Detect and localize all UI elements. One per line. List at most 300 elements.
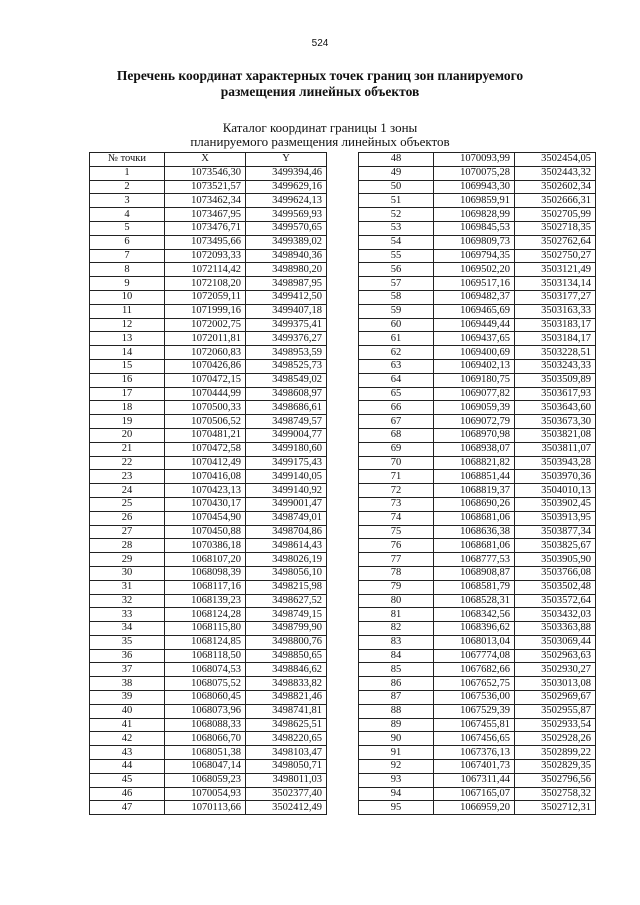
x-coordinate-cell: 1068821,82 bbox=[434, 456, 515, 470]
y-coordinate-cell: 3498800,76 bbox=[246, 635, 327, 649]
x-coordinate-cell: 1068139,23 bbox=[165, 594, 246, 608]
y-coordinate-cell: 3498846,62 bbox=[246, 663, 327, 677]
x-coordinate-cell: 1070450,88 bbox=[165, 525, 246, 539]
point-number-cell: 2 bbox=[90, 180, 165, 194]
point-number-cell: 54 bbox=[359, 235, 434, 249]
x-coordinate-cell: 1068581,79 bbox=[434, 580, 515, 594]
point-number-cell: 80 bbox=[359, 594, 434, 608]
y-coordinate-cell: 3498704,86 bbox=[246, 525, 327, 539]
table-row bbox=[90, 484, 327, 498]
point-number-cell: 74 bbox=[359, 511, 434, 525]
x-coordinate-cell: 1073521,57 bbox=[165, 180, 246, 194]
point-number-cell: 1 bbox=[90, 166, 165, 180]
x-coordinate-cell: 1069502,20 bbox=[434, 263, 515, 277]
x-coordinate-cell: 1067682,66 bbox=[434, 663, 515, 677]
x-coordinate-cell: 1068059,23 bbox=[165, 773, 246, 787]
y-coordinate-cell: 3502602,34 bbox=[515, 180, 596, 194]
coordinates-table-right bbox=[358, 152, 596, 815]
y-coordinate-cell: 3498549,02 bbox=[246, 373, 327, 387]
point-number-cell: 7 bbox=[90, 249, 165, 263]
x-coordinate-cell: 1069465,69 bbox=[434, 304, 515, 318]
point-number-cell: 34 bbox=[90, 622, 165, 636]
point-number-cell: 28 bbox=[90, 539, 165, 553]
x-coordinate-cell: 1069482,37 bbox=[434, 290, 515, 304]
y-coordinate-cell: 3498980,20 bbox=[246, 263, 327, 277]
table-row bbox=[359, 801, 596, 815]
y-coordinate-cell: 3503821,08 bbox=[515, 428, 596, 442]
x-coordinate-cell: 1068013,04 bbox=[434, 635, 515, 649]
table-row bbox=[359, 194, 596, 208]
table-row bbox=[359, 539, 596, 553]
point-number-cell: 86 bbox=[359, 677, 434, 691]
table-row bbox=[90, 704, 327, 718]
x-coordinate-cell: 1067529,39 bbox=[434, 704, 515, 718]
point-number-cell: 95 bbox=[359, 801, 434, 815]
y-coordinate-cell: 3504010,13 bbox=[515, 484, 596, 498]
table-row bbox=[90, 525, 327, 539]
table-row bbox=[359, 332, 596, 346]
table-row bbox=[90, 718, 327, 732]
table-row bbox=[90, 456, 327, 470]
x-coordinate-cell: 1068636,38 bbox=[434, 525, 515, 539]
x-coordinate-cell: 1070054,93 bbox=[165, 787, 246, 801]
table-row bbox=[359, 277, 596, 291]
table-row bbox=[90, 732, 327, 746]
y-coordinate-cell: 3499004,77 bbox=[246, 428, 327, 442]
y-coordinate-cell: 3503825,67 bbox=[515, 539, 596, 553]
table-row bbox=[359, 484, 596, 498]
x-coordinate-cell: 1067401,73 bbox=[434, 760, 515, 774]
y-coordinate-cell: 3503502,48 bbox=[515, 580, 596, 594]
x-coordinate-cell: 1070075,28 bbox=[434, 166, 515, 180]
table-row bbox=[90, 566, 327, 580]
table-row bbox=[359, 746, 596, 760]
point-number-cell: 43 bbox=[90, 746, 165, 760]
x-coordinate-cell: 1069859,91 bbox=[434, 194, 515, 208]
column-header-x: X bbox=[165, 153, 246, 167]
table-row bbox=[90, 442, 327, 456]
table-row bbox=[90, 470, 327, 484]
point-number-cell: 21 bbox=[90, 442, 165, 456]
x-coordinate-cell: 1069828,99 bbox=[434, 208, 515, 222]
table-row bbox=[90, 608, 327, 622]
table-row bbox=[90, 166, 327, 180]
x-coordinate-cell: 1070481,21 bbox=[165, 428, 246, 442]
point-number-cell: 16 bbox=[90, 373, 165, 387]
x-coordinate-cell: 1070472,58 bbox=[165, 442, 246, 456]
point-number-cell: 82 bbox=[359, 622, 434, 636]
table-row bbox=[90, 594, 327, 608]
y-coordinate-cell: 3503902,45 bbox=[515, 497, 596, 511]
x-coordinate-cell: 1067311,44 bbox=[434, 773, 515, 787]
point-number-cell: 33 bbox=[90, 608, 165, 622]
y-coordinate-cell: 3503069,44 bbox=[515, 635, 596, 649]
point-number-cell: 35 bbox=[90, 635, 165, 649]
x-coordinate-cell: 1066959,20 bbox=[434, 801, 515, 815]
page-number: 524 bbox=[311, 38, 329, 49]
x-coordinate-cell: 1068681,06 bbox=[434, 511, 515, 525]
y-coordinate-cell: 3499570,65 bbox=[246, 221, 327, 235]
y-coordinate-cell: 3498686,61 bbox=[246, 401, 327, 415]
point-number-cell: 39 bbox=[90, 691, 165, 705]
point-number-cell: 76 bbox=[359, 539, 434, 553]
point-number-cell: 78 bbox=[359, 566, 434, 580]
point-number-cell: 10 bbox=[90, 290, 165, 304]
y-coordinate-cell: 3498953,59 bbox=[246, 346, 327, 360]
point-number-cell: 47 bbox=[90, 801, 165, 815]
y-coordinate-cell: 3503509,89 bbox=[515, 373, 596, 387]
x-coordinate-cell: 1070426,86 bbox=[165, 359, 246, 373]
y-coordinate-cell: 3502718,35 bbox=[515, 221, 596, 235]
table-header-row bbox=[90, 153, 327, 167]
x-coordinate-cell: 1068690,26 bbox=[434, 497, 515, 511]
y-coordinate-cell: 3498215,98 bbox=[246, 580, 327, 594]
table-row bbox=[359, 594, 596, 608]
y-coordinate-cell: 3502758,32 bbox=[515, 787, 596, 801]
table-row bbox=[90, 180, 327, 194]
table-row bbox=[90, 746, 327, 760]
x-coordinate-cell: 1073495,66 bbox=[165, 235, 246, 249]
y-coordinate-cell: 3503363,88 bbox=[515, 622, 596, 636]
x-coordinate-cell: 1072114,42 bbox=[165, 263, 246, 277]
table-row bbox=[359, 166, 596, 180]
x-coordinate-cell: 1073462,34 bbox=[165, 194, 246, 208]
x-coordinate-cell: 1069402,13 bbox=[434, 359, 515, 373]
point-number-cell: 73 bbox=[359, 497, 434, 511]
x-coordinate-cell: 1068074,53 bbox=[165, 663, 246, 677]
x-coordinate-cell: 1070472,15 bbox=[165, 373, 246, 387]
y-coordinate-cell: 3499407,18 bbox=[246, 304, 327, 318]
y-coordinate-cell: 3503243,33 bbox=[515, 359, 596, 373]
y-coordinate-cell: 3498026,19 bbox=[246, 553, 327, 567]
table-row bbox=[90, 290, 327, 304]
x-coordinate-cell: 1069943,30 bbox=[434, 180, 515, 194]
y-coordinate-cell: 3502930,27 bbox=[515, 663, 596, 677]
table-row bbox=[90, 773, 327, 787]
point-number-cell: 5 bbox=[90, 221, 165, 235]
point-number-cell: 19 bbox=[90, 415, 165, 429]
point-number-cell: 18 bbox=[90, 401, 165, 415]
point-number-cell: 62 bbox=[359, 346, 434, 360]
x-coordinate-cell: 1067536,00 bbox=[434, 691, 515, 705]
point-number-cell: 4 bbox=[90, 208, 165, 222]
point-number-cell: 40 bbox=[90, 704, 165, 718]
y-coordinate-cell: 3499389,02 bbox=[246, 235, 327, 249]
y-coordinate-cell: 3499629,16 bbox=[246, 180, 327, 194]
x-coordinate-cell: 1069072,79 bbox=[434, 415, 515, 429]
x-coordinate-cell: 1068098,39 bbox=[165, 566, 246, 580]
table-row bbox=[90, 208, 327, 222]
x-coordinate-cell: 1068681,06 bbox=[434, 539, 515, 553]
table-row bbox=[359, 718, 596, 732]
x-coordinate-cell: 1068851,44 bbox=[434, 470, 515, 484]
point-number-cell: 84 bbox=[359, 649, 434, 663]
x-coordinate-cell: 1068777,53 bbox=[434, 553, 515, 567]
y-coordinate-cell: 3503811,07 bbox=[515, 442, 596, 456]
y-coordinate-cell: 3502712,31 bbox=[515, 801, 596, 815]
table-row bbox=[90, 221, 327, 235]
table-row bbox=[90, 359, 327, 373]
y-coordinate-cell: 3498749,57 bbox=[246, 415, 327, 429]
point-number-cell: 29 bbox=[90, 553, 165, 567]
x-coordinate-cell: 1068066,70 bbox=[165, 732, 246, 746]
y-coordinate-cell: 3498741,81 bbox=[246, 704, 327, 718]
y-coordinate-cell: 3503134,14 bbox=[515, 277, 596, 291]
y-coordinate-cell: 3502377,40 bbox=[246, 787, 327, 801]
table-row bbox=[359, 553, 596, 567]
y-coordinate-cell: 3502796,56 bbox=[515, 773, 596, 787]
point-number-cell: 41 bbox=[90, 718, 165, 732]
y-coordinate-cell: 3498011,03 bbox=[246, 773, 327, 787]
x-coordinate-cell: 1072093,33 bbox=[165, 249, 246, 263]
x-coordinate-cell: 1070386,18 bbox=[165, 539, 246, 553]
x-coordinate-cell: 1070423,13 bbox=[165, 484, 246, 498]
point-number-cell: 89 bbox=[359, 718, 434, 732]
table-row bbox=[359, 346, 596, 360]
table-row bbox=[359, 442, 596, 456]
x-coordinate-cell: 1069077,82 bbox=[434, 387, 515, 401]
table-row bbox=[90, 649, 327, 663]
x-coordinate-cell: 1072002,75 bbox=[165, 318, 246, 332]
table-row bbox=[359, 691, 596, 705]
table-row bbox=[359, 373, 596, 387]
x-coordinate-cell: 1072059,11 bbox=[165, 290, 246, 304]
point-number-cell: 25 bbox=[90, 497, 165, 511]
table-row bbox=[90, 580, 327, 594]
point-number-cell: 91 bbox=[359, 746, 434, 760]
x-coordinate-cell: 1069449,44 bbox=[434, 318, 515, 332]
x-coordinate-cell: 1068124,28 bbox=[165, 608, 246, 622]
point-number-cell: 42 bbox=[90, 732, 165, 746]
y-coordinate-cell: 3498625,51 bbox=[246, 718, 327, 732]
x-coordinate-cell: 1070416,08 bbox=[165, 470, 246, 484]
y-coordinate-cell: 3498799,90 bbox=[246, 622, 327, 636]
point-number-cell: 44 bbox=[90, 760, 165, 774]
x-coordinate-cell: 1070500,33 bbox=[165, 401, 246, 415]
point-number-cell: 22 bbox=[90, 456, 165, 470]
point-number-cell: 64 bbox=[359, 373, 434, 387]
y-coordinate-cell: 3498749,15 bbox=[246, 608, 327, 622]
table-row bbox=[359, 456, 596, 470]
table-row bbox=[90, 622, 327, 636]
y-coordinate-cell: 3503572,64 bbox=[515, 594, 596, 608]
y-coordinate-cell: 3499394,46 bbox=[246, 166, 327, 180]
point-number-cell: 59 bbox=[359, 304, 434, 318]
point-number-cell: 24 bbox=[90, 484, 165, 498]
x-coordinate-cell: 1068073,96 bbox=[165, 704, 246, 718]
y-coordinate-cell: 3503943,28 bbox=[515, 456, 596, 470]
x-coordinate-cell: 1068819,37 bbox=[434, 484, 515, 498]
y-coordinate-cell: 3499375,41 bbox=[246, 318, 327, 332]
y-coordinate-cell: 3502750,27 bbox=[515, 249, 596, 263]
point-number-cell: 6 bbox=[90, 235, 165, 249]
point-number-cell: 53 bbox=[359, 221, 434, 235]
table-row bbox=[359, 249, 596, 263]
table-row bbox=[359, 622, 596, 636]
table-row bbox=[359, 263, 596, 277]
table-row bbox=[359, 415, 596, 429]
x-coordinate-cell: 1068118,50 bbox=[165, 649, 246, 663]
table-row bbox=[359, 387, 596, 401]
table-row bbox=[90, 677, 327, 691]
point-number-cell: 57 bbox=[359, 277, 434, 291]
x-coordinate-cell: 1068396,62 bbox=[434, 622, 515, 636]
point-number-cell: 17 bbox=[90, 387, 165, 401]
table-row bbox=[90, 635, 327, 649]
table-row bbox=[90, 801, 327, 815]
point-number-cell: 75 bbox=[359, 525, 434, 539]
table-row bbox=[359, 704, 596, 718]
table-row bbox=[359, 760, 596, 774]
y-coordinate-cell: 3503013,08 bbox=[515, 677, 596, 691]
x-coordinate-cell: 1073467,95 bbox=[165, 208, 246, 222]
column-header-point: № точки bbox=[90, 153, 165, 167]
point-number-cell: 36 bbox=[90, 649, 165, 663]
point-number-cell: 20 bbox=[90, 428, 165, 442]
y-coordinate-cell: 3502762,64 bbox=[515, 235, 596, 249]
x-coordinate-cell: 1071999,16 bbox=[165, 304, 246, 318]
x-coordinate-cell: 1067165,07 bbox=[434, 787, 515, 801]
table-row bbox=[359, 428, 596, 442]
point-number-cell: 49 bbox=[359, 166, 434, 180]
table-row bbox=[359, 787, 596, 801]
column-header-y: Y bbox=[246, 153, 327, 167]
table-row bbox=[359, 304, 596, 318]
table-row bbox=[359, 677, 596, 691]
y-coordinate-cell: 3499412,50 bbox=[246, 290, 327, 304]
table-row bbox=[359, 359, 596, 373]
x-coordinate-cell: 1068047,14 bbox=[165, 760, 246, 774]
point-number-cell: 81 bbox=[359, 608, 434, 622]
x-coordinate-cell: 1067774,08 bbox=[434, 649, 515, 663]
table-row bbox=[90, 249, 327, 263]
x-coordinate-cell: 1067652,75 bbox=[434, 677, 515, 691]
x-coordinate-cell: 1070454,90 bbox=[165, 511, 246, 525]
y-coordinate-cell: 3503121,49 bbox=[515, 263, 596, 277]
y-coordinate-cell: 3503673,30 bbox=[515, 415, 596, 429]
y-coordinate-cell: 3498749,01 bbox=[246, 511, 327, 525]
x-coordinate-cell: 1068051,38 bbox=[165, 746, 246, 760]
x-coordinate-cell: 1070506,52 bbox=[165, 415, 246, 429]
y-coordinate-cell: 3498940,36 bbox=[246, 249, 327, 263]
point-number-cell: 26 bbox=[90, 511, 165, 525]
x-coordinate-cell: 1069809,73 bbox=[434, 235, 515, 249]
table-row bbox=[359, 401, 596, 415]
catalog-title-line-1: Каталог координат границы 1 зоны bbox=[222, 120, 418, 135]
point-number-cell: 69 bbox=[359, 442, 434, 456]
y-coordinate-cell: 3499180,60 bbox=[246, 442, 327, 456]
y-coordinate-cell: 3498627,52 bbox=[246, 594, 327, 608]
table-row bbox=[359, 318, 596, 332]
x-coordinate-cell: 1072108,20 bbox=[165, 277, 246, 291]
point-number-cell: 45 bbox=[90, 773, 165, 787]
y-coordinate-cell: 3502969,67 bbox=[515, 691, 596, 705]
y-coordinate-cell: 3498987,95 bbox=[246, 277, 327, 291]
table-row bbox=[90, 428, 327, 442]
point-number-cell: 68 bbox=[359, 428, 434, 442]
table-row bbox=[90, 318, 327, 332]
y-coordinate-cell: 3503228,51 bbox=[515, 346, 596, 360]
table-row bbox=[359, 290, 596, 304]
point-number-cell: 85 bbox=[359, 663, 434, 677]
y-coordinate-cell: 3502829,35 bbox=[515, 760, 596, 774]
y-coordinate-cell: 3503643,60 bbox=[515, 401, 596, 415]
y-coordinate-cell: 3503905,90 bbox=[515, 553, 596, 567]
table-row bbox=[90, 332, 327, 346]
point-number-cell: 70 bbox=[359, 456, 434, 470]
table-row bbox=[90, 277, 327, 291]
point-number-cell: 14 bbox=[90, 346, 165, 360]
y-coordinate-cell: 3498821,46 bbox=[246, 691, 327, 705]
x-coordinate-cell: 1069845,53 bbox=[434, 221, 515, 235]
x-coordinate-cell: 1068938,07 bbox=[434, 442, 515, 456]
point-number-cell: 46 bbox=[90, 787, 165, 801]
y-coordinate-cell: 3502443,32 bbox=[515, 166, 596, 180]
table-row bbox=[90, 235, 327, 249]
point-number-cell: 52 bbox=[359, 208, 434, 222]
point-number-cell: 50 bbox=[359, 180, 434, 194]
y-coordinate-cell: 3498608,97 bbox=[246, 387, 327, 401]
point-number-cell: 92 bbox=[359, 760, 434, 774]
table-row bbox=[359, 608, 596, 622]
y-coordinate-cell: 3503766,08 bbox=[515, 566, 596, 580]
x-coordinate-cell: 1072060,83 bbox=[165, 346, 246, 360]
point-number-cell: 11 bbox=[90, 304, 165, 318]
coordinates-table-left bbox=[89, 152, 327, 815]
table-row bbox=[359, 525, 596, 539]
table-row bbox=[90, 346, 327, 360]
x-coordinate-cell: 1068970,98 bbox=[434, 428, 515, 442]
point-number-cell: 61 bbox=[359, 332, 434, 346]
y-coordinate-cell: 3503183,17 bbox=[515, 318, 596, 332]
x-coordinate-cell: 1067455,81 bbox=[434, 718, 515, 732]
y-coordinate-cell: 3499175,43 bbox=[246, 456, 327, 470]
x-coordinate-cell: 1070412,49 bbox=[165, 456, 246, 470]
table-row bbox=[359, 732, 596, 746]
table-row bbox=[359, 221, 596, 235]
x-coordinate-cell: 1069180,75 bbox=[434, 373, 515, 387]
y-coordinate-cell: 3503177,27 bbox=[515, 290, 596, 304]
y-coordinate-cell: 3502899,22 bbox=[515, 746, 596, 760]
point-number-cell: 13 bbox=[90, 332, 165, 346]
table-row bbox=[90, 263, 327, 277]
table-row bbox=[90, 787, 327, 801]
x-coordinate-cell: 1068908,87 bbox=[434, 566, 515, 580]
x-coordinate-cell: 1070093,99 bbox=[434, 153, 515, 167]
y-coordinate-cell: 3503913,95 bbox=[515, 511, 596, 525]
table-row bbox=[90, 415, 327, 429]
catalog-title bbox=[150, 121, 490, 149]
table-row bbox=[359, 566, 596, 580]
table-row bbox=[90, 539, 327, 553]
table-row bbox=[359, 470, 596, 484]
x-coordinate-cell: 1067376,13 bbox=[434, 746, 515, 760]
point-number-cell: 94 bbox=[359, 787, 434, 801]
table-row bbox=[359, 663, 596, 677]
y-coordinate-cell: 3503184,17 bbox=[515, 332, 596, 346]
y-coordinate-cell: 3503970,36 bbox=[515, 470, 596, 484]
table-row bbox=[90, 663, 327, 677]
y-coordinate-cell: 3499624,13 bbox=[246, 194, 327, 208]
point-number-cell: 65 bbox=[359, 387, 434, 401]
y-coordinate-cell: 3498050,71 bbox=[246, 760, 327, 774]
x-coordinate-cell: 1069059,39 bbox=[434, 401, 515, 415]
point-number-cell: 67 bbox=[359, 415, 434, 429]
table-row bbox=[90, 553, 327, 567]
point-number-cell: 55 bbox=[359, 249, 434, 263]
x-coordinate-cell: 1069517,16 bbox=[434, 277, 515, 291]
x-coordinate-cell: 1073476,71 bbox=[165, 221, 246, 235]
